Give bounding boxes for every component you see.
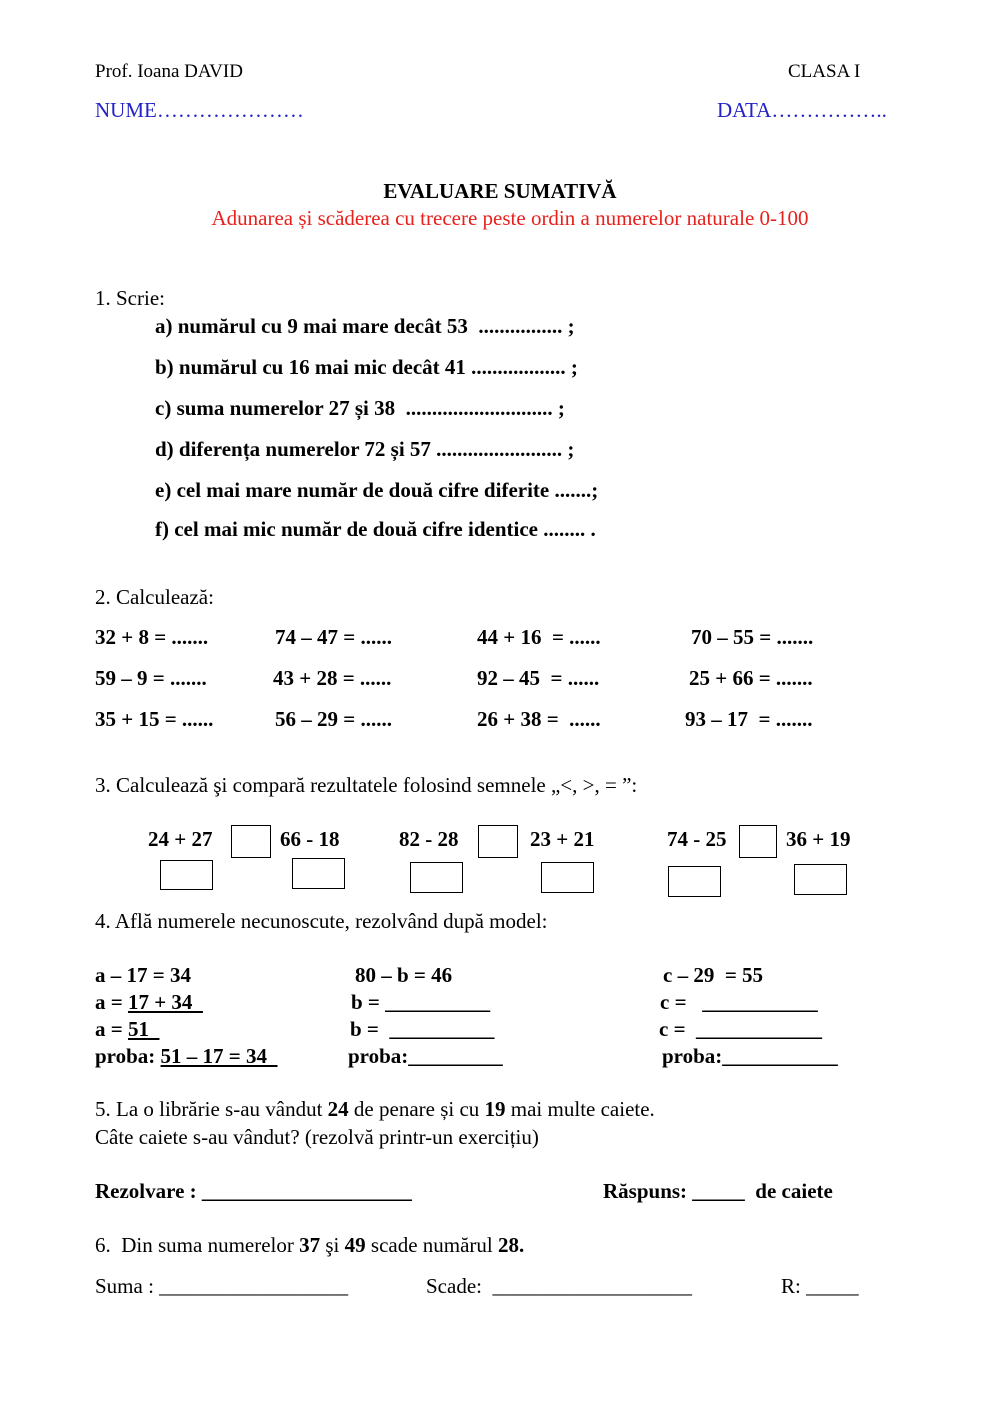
ex3-pair2-left-result-box[interactable] <box>410 862 463 893</box>
ex2-r3-c1: 35 + 15 = ...... <box>95 707 214 731</box>
ex5-solution-line[interactable]: Rezolvare : ____________________ <box>95 1179 412 1203</box>
ex2-r3-c4: 93 – 17 = ....... <box>685 707 813 731</box>
ex6-text-c: scade numărul <box>365 1233 499 1257</box>
ex2-r1-c4: 70 – 55 = ....... <box>691 625 814 649</box>
ex3-pair1-sign-box[interactable] <box>231 825 271 858</box>
ex3-pair1-right: 66 - 18 <box>280 827 340 851</box>
ex2-r2-c3: 92 – 45 = ...... <box>477 666 600 690</box>
ex4-b-line1: 80 – b = 46 <box>355 963 453 987</box>
ex3-pair3-right-result-box[interactable] <box>794 864 847 895</box>
ex4-model-line3-value: 51 <box>127 1017 160 1041</box>
ex2-r2-c1: 59 – 9 = ....... <box>95 666 207 690</box>
ex3-pair2-right: 23 + 21 <box>530 827 595 851</box>
ex4-b-line3[interactable]: b = __________ <box>350 1017 495 1041</box>
ex5-answer-line[interactable]: Răspuns: _____ de caiete <box>603 1179 833 1203</box>
ex4-model-line4-prefix: proba: <box>95 1044 161 1068</box>
ex3-pair1-left: 24 + 27 <box>148 827 213 851</box>
ex6-number-3: 28. <box>498 1233 525 1257</box>
page-title: EVALUARE SUMATIVĂ <box>383 179 617 203</box>
ex3-pair3-right: 36 + 19 <box>786 827 851 851</box>
ex4-model-line4-value: 51 – 17 = 34 <box>160 1044 278 1068</box>
ex1-item-e: e) cel mai mare număr de două cifre diferite .......; <box>155 478 599 502</box>
ex5-text-a: 5. La o librărie s-au vândut <box>95 1097 328 1121</box>
teacher-name: Prof. Ioana DAVID <box>95 61 243 82</box>
ex4-c-line1: c – 29 = 55 <box>663 963 764 987</box>
ex4-model-line1: a – 17 = 34 <box>95 963 191 987</box>
ex4-b-line4[interactable]: proba:_________ <box>348 1044 503 1068</box>
ex4-c-line2[interactable]: c = ___________ <box>660 990 818 1014</box>
ex4-model-line2-prefix: a = <box>95 990 128 1014</box>
ex4-b-line2[interactable]: b = __________ <box>351 990 491 1014</box>
ex5-number-2: 19 <box>484 1097 506 1121</box>
ex4-model-line3-prefix: a = <box>95 1017 128 1041</box>
ex4-model-line2 <box>95 992 203 1013</box>
ex5-text-b: de penare și cu <box>348 1097 485 1121</box>
ex5-text-c: mai multe caiete. <box>505 1097 655 1121</box>
ex4-c-line3[interactable]: c = ____________ <box>659 1017 823 1041</box>
ex2-r1-c3: 44 + 16 = ...... <box>477 625 601 649</box>
ex3-pair3-left: 74 - 25 <box>667 827 727 851</box>
ex5-problem-line1 <box>95 1099 655 1120</box>
date-field[interactable]: DATA…………….. <box>717 98 887 122</box>
ex3-pair3-left-result-box[interactable] <box>668 866 721 897</box>
ex3-pair2-right-result-box[interactable] <box>541 862 594 893</box>
ex1-item-b: b) numărul cu 16 mai mic decât 41 .................. ; <box>155 355 578 379</box>
ex2-r2-c2: 43 + 28 = ...... <box>273 666 392 690</box>
ex4-model-line4 <box>95 1046 278 1067</box>
ex1-item-d: d) diferența numerelor 72 și 57 ........................ ; <box>155 437 575 461</box>
ex6-text-a: 6. Din suma numerelor <box>95 1233 300 1257</box>
ex3-pair2-sign-box[interactable] <box>478 825 518 858</box>
ex6-problem <box>95 1235 524 1256</box>
ex3-pair3-sign-box[interactable] <box>739 825 777 858</box>
ex1-item-a: a) numărul cu 9 mai mare decât 53 ................ ; <box>155 314 575 338</box>
ex2-r3-c3: 26 + 38 = ...... <box>477 707 601 731</box>
ex5-number-1: 24 <box>327 1097 349 1121</box>
ex3-pair1-left-result-box[interactable] <box>160 860 213 890</box>
ex4-c-line4[interactable]: proba:___________ <box>662 1044 838 1068</box>
name-field[interactable]: NUME………………… <box>95 98 304 122</box>
page-subtitle: Adunarea și scăderea cu trecere peste ordin a numerelor naturale 0-100 <box>211 206 809 230</box>
ex2-heading: 2. Calculează: <box>95 585 214 609</box>
ex6-text-b: şi <box>320 1233 345 1257</box>
ex3-pair1-right-result-box[interactable] <box>292 858 345 889</box>
ex1-heading: 1. Scrie: <box>95 286 165 310</box>
ex2-r1-c2: 74 – 47 = ...... <box>275 625 392 649</box>
ex6-subtract-line[interactable]: Scade: ___________________ <box>426 1274 692 1298</box>
class-label: CLASA I <box>788 61 861 82</box>
ex2-r3-c2: 56 – 29 = ...... <box>275 707 392 731</box>
ex4-model-line3 <box>95 1019 159 1040</box>
ex2-r2-c4: 25 + 66 = ....... <box>689 666 813 690</box>
ex1-item-c: c) suma numerelor 27 și 38 ............................ ; <box>155 396 565 420</box>
ex5-problem-line2: Câte caiete s-au vândut? (rezolvă printr-un exercițiu) <box>95 1125 539 1149</box>
ex1-item-f: f) cel mai mic număr de două cifre identice ........ . <box>155 517 596 541</box>
ex2-r1-c1: 32 + 8 = ....... <box>95 625 209 649</box>
ex6-result-line[interactable]: R: _____ <box>781 1274 859 1298</box>
ex6-number-2: 49 <box>344 1233 366 1257</box>
ex6-number-1: 37 <box>299 1233 321 1257</box>
ex4-model-line2-value: 17 + 34 <box>127 990 203 1014</box>
ex3-heading: 3. Calculează şi compară rezultatele folosind semnele „<, >, = ”: <box>95 773 638 797</box>
ex6-sum-line[interactable]: Suma : __________________ <box>95 1274 349 1298</box>
ex3-pair2-left: 82 - 28 <box>399 827 459 851</box>
ex4-heading: 4. Află numerele necunoscute, rezolvând după model: <box>95 909 548 933</box>
